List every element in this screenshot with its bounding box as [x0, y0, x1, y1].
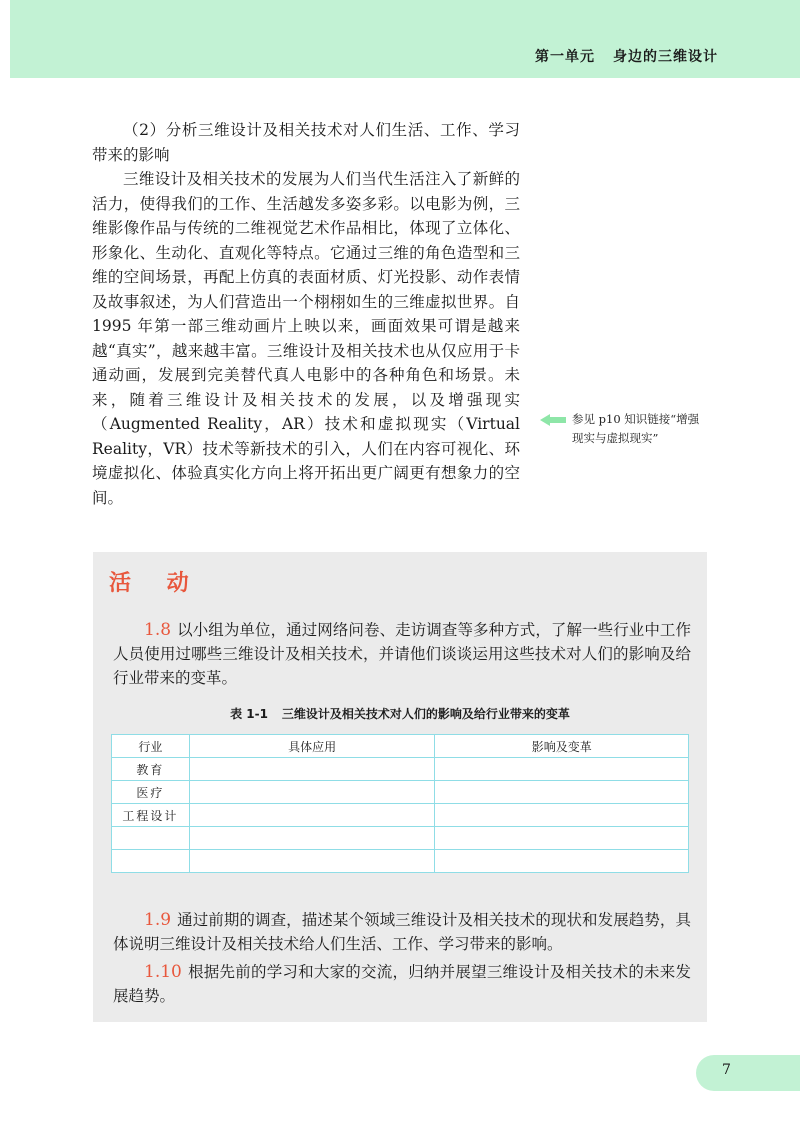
side-note [540, 410, 700, 448]
activity-box [93, 552, 707, 1022]
table-row [112, 827, 689, 850]
table-cell[interactable] [435, 827, 689, 850]
table-row [112, 804, 689, 827]
table-header: 具体应用 [189, 735, 435, 758]
activity-item [113, 618, 691, 690]
side-note-text: 参见 p10 知识链接“增强现实与虚拟现实” [572, 412, 700, 445]
activity-text: 通过前期的调查，描述某个领域三维设计及相关技术的现状和发展趋势，具体说明三维设计及相关技术给人们生活、工作、学习带来的影响。 [113, 911, 691, 953]
activity-item [113, 908, 691, 956]
activity-item [113, 960, 691, 1008]
table-title: 三维设计及相关技术对人们的影响及给行业带来的变革 [281, 707, 570, 721]
table-cell[interactable] [112, 827, 190, 850]
table-cell[interactable] [435, 850, 689, 873]
table-row [112, 850, 689, 873]
table-number: 表 1-1 [230, 707, 268, 721]
running-header [535, 46, 718, 66]
table-caption [93, 705, 707, 722]
activity-text: 以小组为单位，通过网络问卷、走访调查等多种方式，了解一些行业中工作人员使用过哪些三维设计及相关技术，并请他们谈谈运用这些技术对人们的影响及给行业带来的变革。 [113, 621, 691, 687]
activity-text: 根据先前的学习和大家的交流，归纳并展望三维设计及相关技术的未来发展趋势。 [113, 963, 691, 1005]
table-cell[interactable] [189, 781, 435, 804]
table-cell: 工程设计 [112, 804, 190, 827]
table-cell[interactable] [435, 781, 689, 804]
activity-number: 1.9 [144, 910, 172, 930]
table-row [112, 781, 689, 804]
page-number: 7 [722, 1062, 731, 1078]
industry-table [111, 734, 689, 873]
section-heading: （2）分析三维设计及相关技术对人们生活、工作、学习带来的影响 [92, 121, 520, 164]
table-cell[interactable] [112, 850, 190, 873]
activity-title: 活 动 [109, 571, 203, 596]
table-cell[interactable] [189, 827, 435, 850]
table-cell[interactable] [189, 758, 435, 781]
header-band [10, 0, 800, 78]
table-header: 行业 [112, 735, 190, 758]
main-text [92, 118, 520, 510]
table-header-row [112, 735, 689, 758]
table-cell[interactable] [435, 804, 689, 827]
unit-label: 第一单元 [535, 49, 595, 65]
arrow-left-icon [540, 414, 566, 426]
table-header: 影响及变革 [435, 735, 689, 758]
table-cell: 教育 [112, 758, 190, 781]
page-tab [696, 1055, 800, 1091]
table-cell[interactable] [435, 758, 689, 781]
activity-number: 1.10 [144, 962, 182, 982]
table-cell: 医疗 [112, 781, 190, 804]
unit-title: 身边的三维设计 [613, 49, 718, 65]
table-row [112, 758, 689, 781]
table-cell[interactable] [189, 850, 435, 873]
body-paragraph: 三维设计及相关技术的发展为人们当代生活注入了新鲜的活力，使得我们的工作、生活越发多姿多彩。以电影为例，三维影像作品与传统的二维视觉艺术作品相比，体现了立体化、形象化、生动化、直观化等特点。它通过三维的角色造型和三维的空间场景，再配上仿真的表面材质、灯光投影、动作表情及故事叙述，为人们营造出一个栩栩如生的三维虚拟世界。自 1995 年第一部三维动画片上映以来，画面效果可谓是越来越“真实”，越来越丰富。三维设计及相关技术也从仅应用于卡通动画，发展到完美替代真人电影中的各种角色和场景。未来，随着三维设计及相关技术的发展，以及增强现实（Augmented Reality，AR）技术和虚拟现实（Virtual Reality，VR）技术等新技术的引入，人们在内容可视化、环境虚拟化、体验真实化方向上将开拓出更广阔更有想象力的空间。 [92, 170, 520, 507]
activity-number: 1.8 [144, 620, 172, 640]
table-cell[interactable] [189, 804, 435, 827]
